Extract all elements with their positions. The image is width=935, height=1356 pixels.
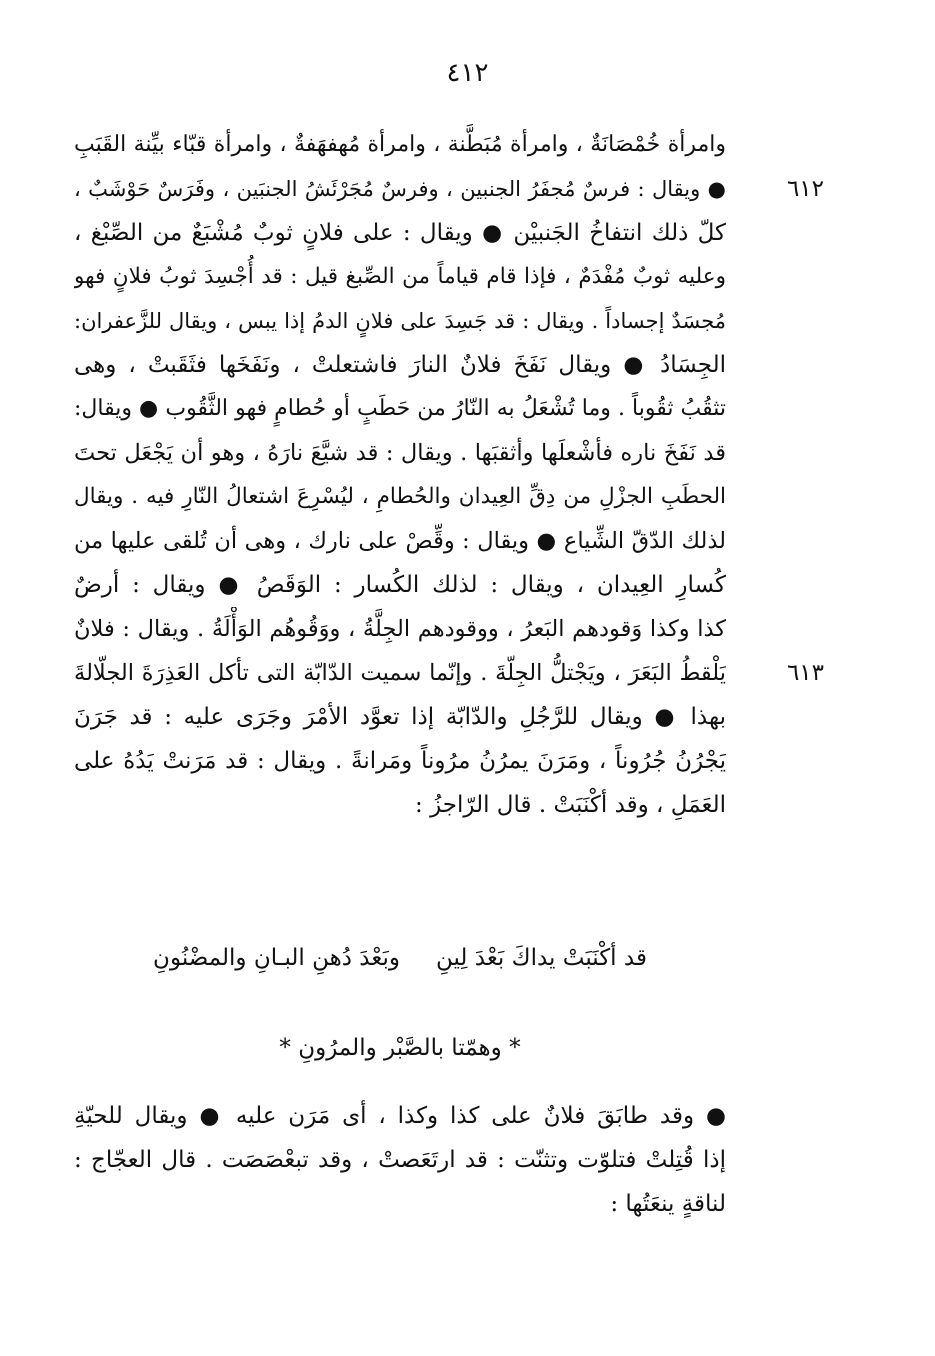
paragraph-number-613: ٦١٣: [786, 660, 824, 686]
verse-line-1: [100, 936, 700, 980]
text-line: تثقُبُ ثقُوباً . وما تُشْعَلُ به النّارُ من حَطَبٍ أو حُطامٍ فهو الثَّقُوب ● ويقال:: [74, 396, 726, 421]
verse-line-2: * وهمّتا بالصَّبْر والمرُونِ *: [279, 1035, 521, 1061]
text-line: كُسارِ العِيدان ، ويقال : لذلك الكُسار : الوَقَصُ ● ويقال : أرضٌ: [74, 572, 726, 598]
text-line: كلّ ذلك انتفاخُ الجَنبيْن ● ويقال : على فلانٍ ثوبٌ مُشْبَعٌ من الصِّبْغ ،: [74, 220, 726, 246]
verse-first-hemistich: قد أكْنَبَتْ يداكَ بَعْدَ لِينِ: [435, 945, 647, 971]
text-line: بهذا ● ويقال للرَّجُلِ والدّابّة إذا تعوَّد الأمْرَ وجَرَى عليه : قد جَرَنَ: [74, 704, 726, 730]
bottom-text-block: [74, 1094, 726, 1226]
page-number: ٤١٢: [446, 58, 489, 88]
text-line: لناقةٍ ينعَتُها :: [610, 1191, 726, 1217]
text-line: ● وقد طابَقَ فلانٌ على كذا وكذا ، أى مَرَن عليه ● ويقال للحيّةِ: [74, 1103, 726, 1129]
text-line: وامرأة خُمْصَانَةٌ ، وامرأة مُبَطَّنة ، وامرأة مُهفهَفةٌ ، وامرأة قبّاء بيِّنة القَبَبِ: [74, 132, 726, 157]
paragraph-number-612: ٦١٢: [786, 176, 824, 202]
text-line: الحطَبِ الجزْلِ من دِقِّ العِيدان والحُطامِ ، ليُسْرِعَ اشتعالُ النّارِ فيه . ويقال: [74, 484, 726, 509]
text-line: وعليه ثوبٌ مُفْدَمٌ ، فإذا قام قياماً من الصِّبغ قيل : قد أُجْسِدَ ثوبُ فلانٍ فهو: [74, 264, 726, 289]
text-line: مُجسَدٌ إجساداً . ويقال : قد جَسِدَ على فلانٍ الدمُ إذا يبس ، ويقال للزَّعفران:: [74, 309, 726, 333]
text-line: إذا قُتِلتْ فتلوّت وتثنّت : قد ارتَعَصتْ ، وقد تبعْصَصَت . قال العجّاج :: [74, 1147, 726, 1173]
text-line: يَلْقطُ البَعَرَ ، ويَجْتلُّ الجِلّةَ . وإنّما سميت الدّابّة التى تأكل العَذِرَةَ الجلّالةَ: [74, 660, 726, 686]
text-line: الجِسَادُ ● ويقال نَفَخَ فلانٌ النارَ فاشتعلتْ ، ونَفَخَها فثَقَبتْ ، وهى: [74, 352, 726, 378]
text-line: يَجْرُنُ جُرُوناً ، ومَرَنَ يمرُنُ مرُوناً ومَرانةً . ويقال : قد مَرَنتْ يَدُهُ على: [74, 748, 726, 774]
text-line: ● ويقال : فرسٌ مُجفَرُ الجنبين ، وفرسٌ مُجَرْئَشُ الجنبَين ، وفَرَسٌ حَوْشَبٌ ،: [74, 177, 726, 201]
text-line: لذلك الدّقّ الشِّياع ● ويقال : وقِّصْ على نارك ، وهى أن تُلقى عليها من: [74, 528, 726, 554]
text-line: قد نَفَخَ ناره فأشْعلَها وأثقبَها . ويقال : قد شيَّعَ نارَهُ ، وهو أن يَجْعَل تحتَ: [74, 440, 726, 466]
text-line: العَمَلِ ، وقد أكْنَبَتْ . قال الرّاجزُ :: [415, 792, 726, 818]
main-text-block: [74, 123, 726, 827]
text-line: كذا وكذا وَقودهم البَعرُ ، ووقودهم الجِلَّةُ ، ووَقُوهُم الوَأْلَةُ . ويقال : فلانٌ: [74, 616, 726, 642]
verse-second-hemistich: وبَعْدَ دُهنِ البـانِ والمضْنُونِ: [153, 945, 400, 971]
